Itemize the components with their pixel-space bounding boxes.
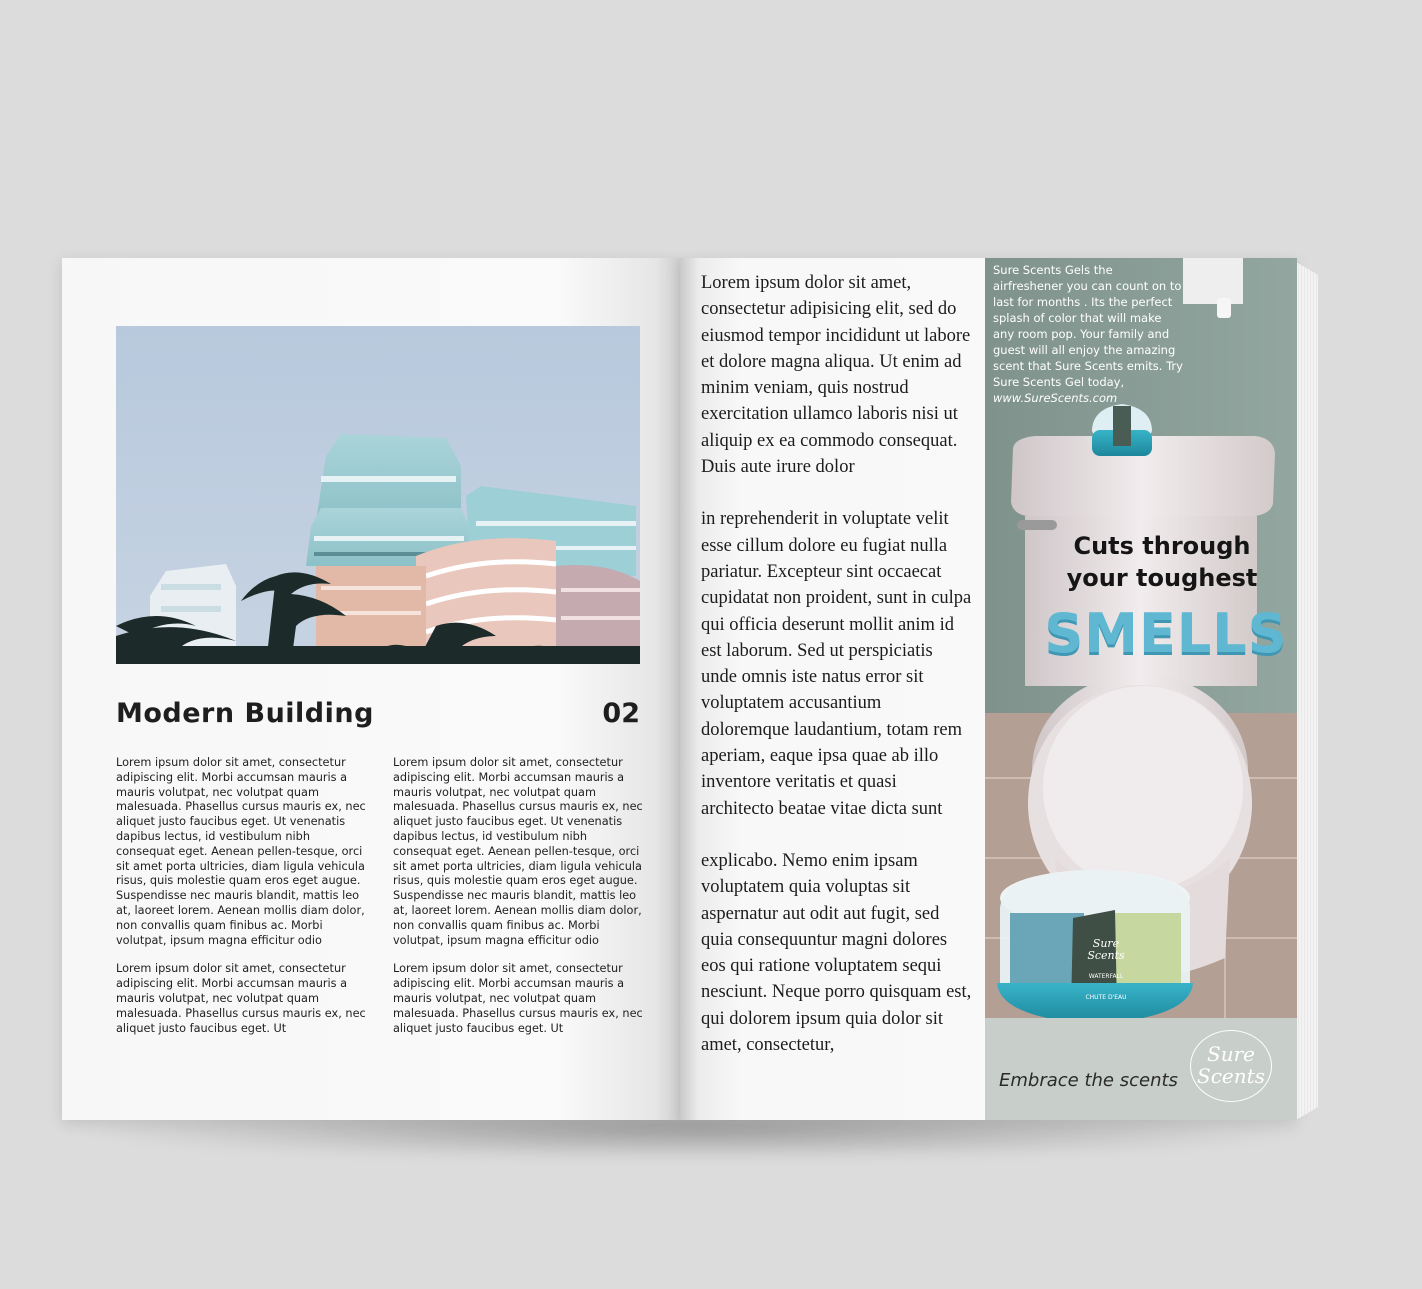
- page-stack-edge: [1296, 262, 1318, 1120]
- jar-flavor-en: WATERFALL: [1088, 973, 1124, 980]
- jar-brand-line-1: Sure: [1092, 937, 1120, 950]
- logo-line-1: Sure: [1207, 1042, 1255, 1066]
- jar-brand-line-2: Scents: [1087, 949, 1125, 962]
- paragraph: in reprehenderit in voluptate velit esse cillum dolore eu fugiat nulla pariatur. Excepteur sint occaecat cupidatat non proident, sunt in culpa qui officia deserunt mollit anim id est laborum. Sed ut perspiciatis unde omnis iste natus error sit voluptatem accusantium doloremque laudantium, totam rem aperiam, eaque ipsa quae ab illo inventore veritatis et quasi architecto beatae vitae dicta sunt: [701, 509, 972, 819]
- body-text: [701, 270, 973, 1084]
- paragraph: Lorem ipsum dolor sit amet, consectetur adipiscing elit. Morbi accumsan mauris a mauris volutpat, nec volutpat quam malesuada. Phasellus cursus mauris ex, nec aliquet justo faucibus eget. Ut: [393, 962, 643, 1035]
- building-photo: [116, 326, 640, 664]
- paragraph: Lorem ipsum dolor sit amet, consectetur adipiscing elit. Morbi accumsan mauris a mauris volutpat, nec volutpat quam malesuada. Phasellus cursus mauris ex, nec aliquet justo faucibus eget. Ut venenatis dapibus lectus, id vestibulum nibh consequat eget. Aenean pellen-tesque, orci sit amet porta ultricies, diam ligula vehicula risus, quis molestie quam eros eget augue. Suspendisse nec mauris blandit, mattis leo at, laoreet lorem. Aenean mollis diam dolor, non convallis quam finibus ac. Morbi volutpat, ipsum magna efficitur odio: [116, 756, 366, 947]
- ad-headline: [1037, 530, 1287, 594]
- paragraph: explicabo. Nemo enim ipsam voluptatem quia voluptas sit aspernatur aut odit aut fugit, sed quia consequuntur magni dolores eos qui ratione voluptatem sequi nesciunt. Neque porro quisquam est, qui dolorem ipsum quia dolor sit amet, consectetur,: [701, 850, 972, 1056]
- headline-line-2: your toughest: [1066, 564, 1258, 592]
- ad-headline-smells: SMELLS: [1044, 602, 1288, 665]
- sure-scents-logo: [1190, 1030, 1272, 1102]
- paragraph: Lorem ipsum dolor sit amet, consectetur adipiscing elit. Morbi accumsan mauris a mauris volutpat, nec volutpat quam malesuada. Phasellus cursus mauris ex, nec aliquet justo faucibus eget. Ut venenatis dapibus lectus, id vestibulum nibh consequat eget. Aenean pellen-tesque, orci sit amet porta ultricies, diam ligula vehicula risus, quis molestie quam eros eget augue. Suspendisse nec mauris blandit, mattis leo at, laoreet lorem. Aenean mollis diam dolor, non convallis quam finibus ac. Morbi volutpat, ipsum magna efficitur odio: [393, 756, 643, 947]
- advertisement: [985, 258, 1297, 1120]
- jar-flavor-fr: CHUTE D'EAU: [1085, 994, 1127, 1001]
- text-column-1: [116, 756, 366, 1050]
- text-column-2: [393, 756, 643, 1050]
- ad-blurb: [993, 262, 1183, 406]
- ad-tagline: Embrace the scents: [999, 1070, 1178, 1091]
- logo-line-2: Scents: [1197, 1064, 1265, 1088]
- paragraph: Lorem ipsum dolor sit amet, consectetur adipisicing elit, sed do eiusmod tempor incididunt ut labore et dolore magna aliqua. Ut enim ad minim veniam, quis nostrud exercitation ullamco laboris nisi ut aliquip ex ea commodo consequat. Duis aute irure dolor: [701, 273, 971, 478]
- jar-flavor-label: [1073, 973, 1139, 1001]
- page-number: 02: [602, 698, 640, 729]
- ad-website-link[interactable]: www.SureScents.com: [993, 391, 1118, 405]
- ad-blurb-text: Sure Scents Gels the airfreshener you can count on to last for months . Its the perfect splash of color that will make any room pop. Your family and guest will all enjoy the amazing scent that Sure Scents emits. Try Sure Scents Gel today,: [993, 263, 1183, 389]
- jar-brand-label: [1081, 938, 1131, 962]
- headline-line-1: Cuts through: [1073, 532, 1251, 560]
- paragraph: Lorem ipsum dolor sit amet, consectetur adipiscing elit. Morbi accumsan mauris a mauris volutpat, nec volutpat quam malesuada. Phasellus cursus mauris ex, nec aliquet justo faucibus eget. Ut: [116, 962, 366, 1035]
- article-title: Modern Building: [116, 698, 374, 729]
